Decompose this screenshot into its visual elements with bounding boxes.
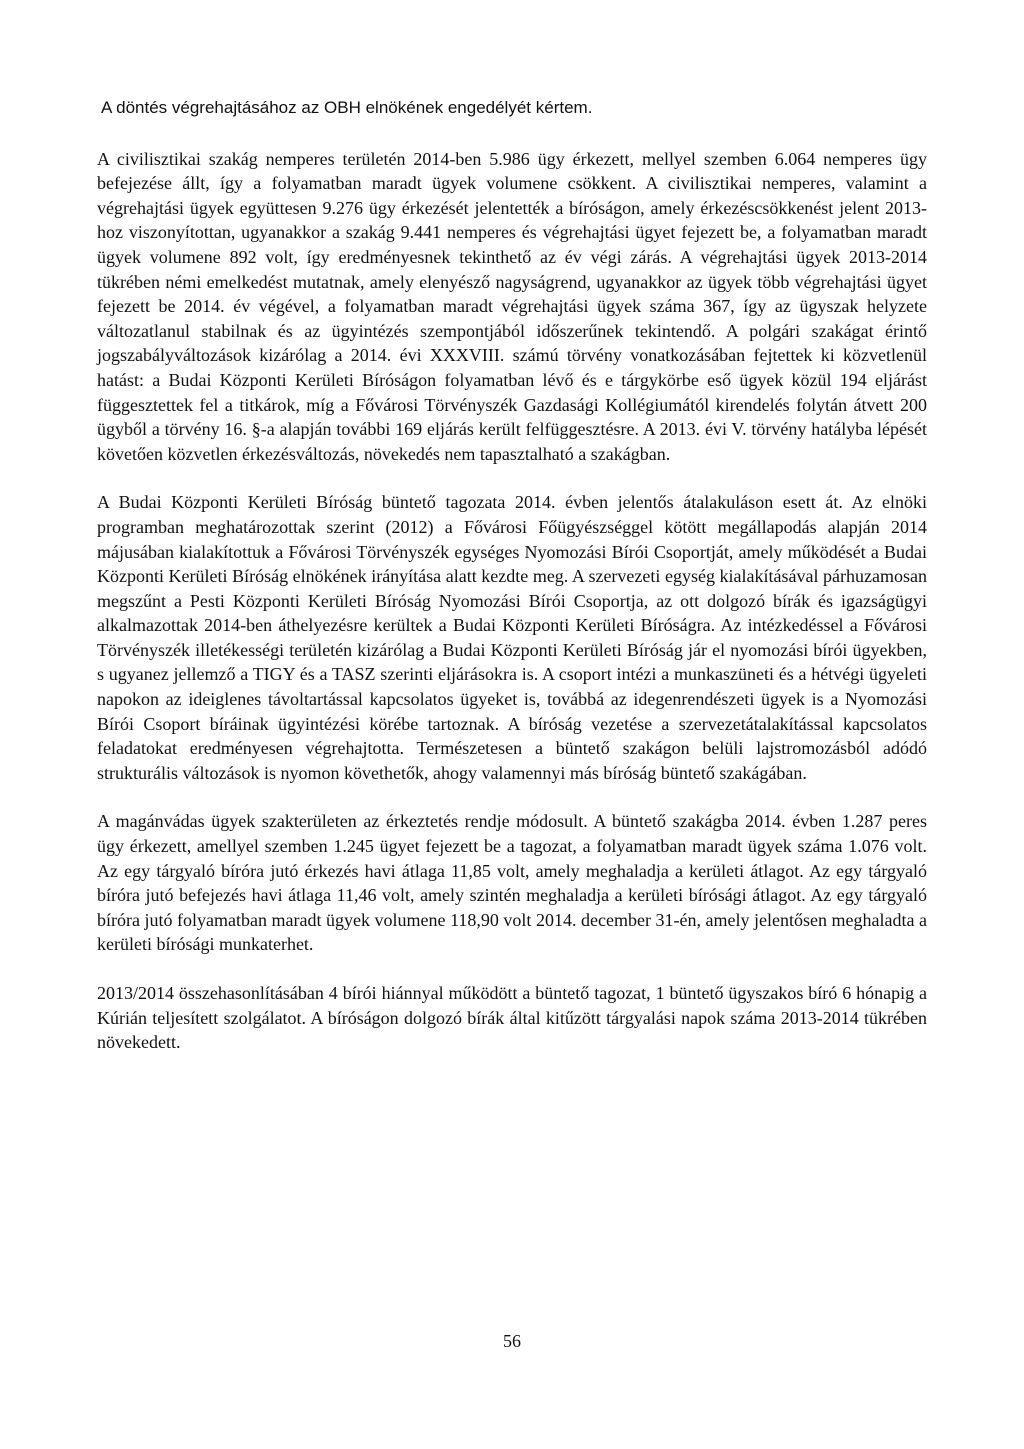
document-body <box>97 96 927 1055</box>
page-number: 56 <box>503 1331 521 1351</box>
paragraph-civil-nonlitigious: A civilisztikai szakág nemperes területén 2014-ben 5.986 ügy érkezett, mellyel szemben 6.064 nemperes ügy befejezése állt, így a folyamatban maradt ügyek volumene csökkent. A civilisztikai nemperes, valamint a végrehajtási ügyek együttesen 9.276 ügy érkezését jelentették a bíróságon, amely érkezéscsökkenést jelent 2013-hoz viszonyítottan, ugyanakkor a szakág 9.441 nemperes és végrehajtási ügyet fejezett be, a folyamatban maradt ügyek volumene 892 volt, így eredményesnek tekinthető az év végi zárás. A végrehajtási ügyek 2013-2014 tükrében némi emelkedést mutatnak, amely elenyésző nagyságrend, ugyanakkor az ügyek több végrehajtási ügyet fejezett be 2014. év végével, a folyamatban maradt végrehajtási ügyek száma 367, így az ügyszak helyzete változatlanul stabilnak és az ügyintézés szempontjából időszerűnek tekintendő. A polgári szakágat érintő jogszabályváltozások kizárólag a 2014. évi XXXVIII. számú törvény vonatkozásában fejtettek ki közvetlenül hatást: a Budai Központi Kerületi Bíróságon folyamatban lévő és e tárgykörbe eső ügyek közül 194 eljárást függesztettek fel a titkárok, míg a Fővárosi Törvényszék Gazdasági Kollégiumától kirendelés folytán átvett 200 ügyből a törvény 16. §-a alapján további 169 eljárás került felfüggesztésre. A 2013. évi V. törvény hatályba lépését követően közvetlen érkezésváltozás, növekedés nem tapasztalható a szakágban. <box>97 148 927 464</box>
paragraph-obh-approval: A döntés végrehajtásához az OBH elnökének engedélyét kértem. <box>101 98 593 117</box>
paragraph-criminal-division: A Budai Központi Kerületi Bíróság büntető tagozata 2014. évben jelentős átalakuláson esett át. Az elnöki programban meghatározottak szerint (2012) a Fővárosi Főügyészséggel kötött megállapodás alapján 2014 májusában kialakítottuk a Fővárosi Törvényszék egységes Nyomozási Bírói Csoportját, amely működését a Budai Központi Kerületi Bíróság elnökének irányítása alatt kezdte meg. A szervezeti egység kialakításával párhuzamosan megszűnt a Pesti Központi Kerületi Bíróság Nyomozási Bírói Csoportja, az ott dolgozó bírák és igazságügyi alkalmazottak 2014-ben áthelyezésre kerültek a Budai Központi Kerületi Bíróságra. Az intézkedéssel a Fővárosi Törvényszék illetékességi területén kizárólag a Budai Központi Kerületi Bíróság jár el nyomozási bírói ügyekben, s ugyanez jellemző a TIGY és a TASZ szerinti eljárásokra is. A csoport intézi a munkaszüneti és a hétvégi ügyeleti napokon az ideiglenes távoltartással kapcsolatos ügyeket is, továbbá az idegenrendészeti ügyek is a Nyomozási Bírói Csoport bíráinak ügyintézési körébe tartoznak. A bíróság vezetése a szervezetátalakítással kapcsolatos feladatokat eredményesen végrehajtotta. Természetesen a büntető szakágon belüli lajstromozásból adódó strukturális változások is nyomon követhetők, ahogy valamennyi más bíróság büntető szakágában. <box>97 492 927 783</box>
paragraph-private-prosecution: A magánvádas ügyek szakterületen az érkeztetés rendje módosult. A büntető szakágba 2014. évben 1.287 peres ügy érkezett, amellyel szemben 1.245 ügyet fejezett be a tagozat, a folyamatban maradt ügyek száma 1.076 volt. Az egy tárgyaló bíróra jutó érkezés havi átlaga 11,85 volt, amely meghaladja a kerületi átlagot. Az egy tárgyaló bíróra jutó befejezés havi átlaga 11,46 volt, amely szintén meghaladja a kerületi bírósági átlagot. Az egy tárgyaló bíróra jutó folyamatban maradt ügyek volumene 118,90 volt 2014. december 31-én, amely jelentősen meghaladta a kerületi bírósági munkaterhet. <box>97 811 927 955</box>
paragraph-comparison-2013-2014: 2013/2014 összehasonlításában 4 bírói hiánnyal működött a büntető tagozat, 1 büntető ügyszakos bíró 6 hónapig a Kúrián teljesített szolgálatot. A bíróságon dolgozó bírák által kitűzött tárgyalási napok száma 2013-2014 tükrében növekedett. <box>97 983 927 1053</box>
